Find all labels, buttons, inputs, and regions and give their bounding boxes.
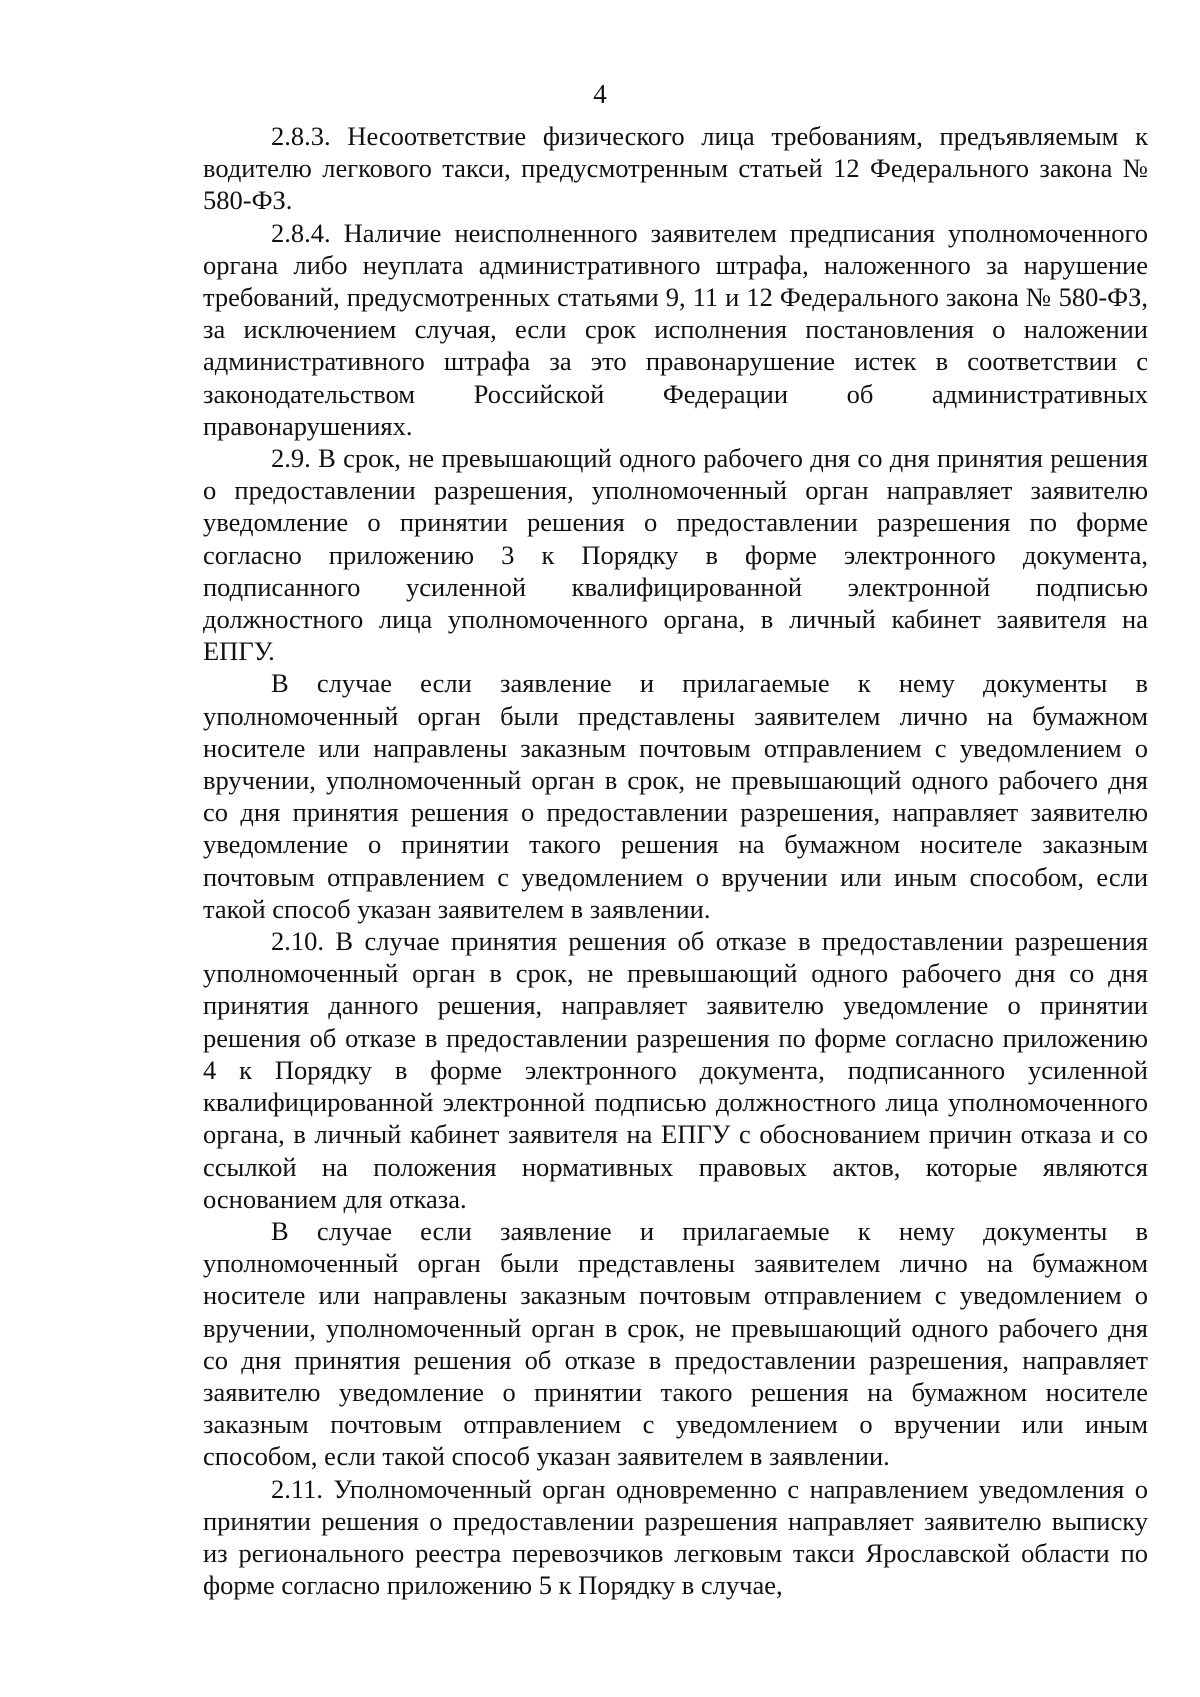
paragraph-2-11: 2.11. Уполномоченный орган одновременно с направлением уведомления о принятии решения о предоставлении разрешения направляет заявителю выписку из регионального реестра перевозчиков легковым такси Ярославской области по форме согласно приложению 5 к Порядку в случае,	[203, 1473, 1148, 1601]
paragraph-2-10: 2.10. В случае принятия решения об отказе в предоставлении разрешения уполномоченный орган в срок, не превышающий одного рабочего дня со дня принятия данного решения, направляет заявителю уведомление о принятии решения об отказе в предоставлении разрешения по форме согласно приложению 4 к Порядку в форме электронного документа, подписанного усиленной квалифицированной электронной подписью должностного лица уполномоченного органа, в личный кабинет заявителя на ЕПГУ с обоснованием причин отказа и со ссылкой на положения нормативных правовых актов, которые являются основанием для отказа.	[203, 926, 1148, 1214]
paragraph-2-8-4: 2.8.4. Наличие неисполненного заявителем предписания уполномоченного органа либо неуплата административного штрафа, наложенного за нарушение требований, предусмотренных статьями 9, 11 и 12 Федерального закона № 580-ФЗ, за исключением случая, если срок исполнения постановления о наложении административного штрафа за это правонарушение истек в соответствии с законодательством Российской Федерации об административных правонарушениях.	[203, 217, 1148, 441]
paragraph-2-9: 2.9. В срок, не превышающий одного рабочего дня со дня принятия решения о предоставлении разрешения, уполномоченный орган направляет заявителю уведомление о принятии решения о предоставлении разрешения по форме согласно приложению 3 к Порядку в форме электронного документа, подписанного усиленной квалифицированной электронной подписью должностного лица уполномоченного органа, в личный кабинет заявителя на ЕПГУ.	[203, 443, 1148, 667]
document-body	[203, 120, 1148, 1601]
paragraph-2-8-3: 2.8.3. Несоответствие физического лица требованиям, предъявляемым к водителю легкового такси, предусмотренным статьей 12 Федерального закона № 580-ФЗ.	[203, 121, 1148, 216]
page-number: 4	[593, 79, 607, 109]
paragraph-2-9-paper-delivery: В случае если заявление и прилагаемые к нему документы в уполномоченный орган были представлены заявителем лично на бумажном носителе или направлены заказным почтовым отправлением с уведомлением о вручении, уполномоченный орган в срок, не превышающий одного рабочего дня со дня принятия решения о предоставлении разрешения, направляет заявителю уведомление о принятии такого решения на бумажном носителе заказным почтовым отправлением с уведомлением о вручении или иным способом, если такой способ указан заявителем в заявлении.	[203, 668, 1148, 924]
paragraph-2-10-paper-delivery: В случае если заявление и прилагаемые к нему документы в уполномоченный орган были представлены заявителем лично на бумажном носителе или направлены заказным почтовым отправлением с уведомлением о вручении, уполномоченный орган в срок, не превышающий одного рабочего дня со дня принятия решения об отказе в предоставлении разрешения, направляет заявителю уведомление о принятии такого решения на бумажном носителе заказным почтовым отправлением с уведомлением о вручении или иным способом, если такой способ указан заявителем в заявлении.	[203, 1215, 1148, 1472]
